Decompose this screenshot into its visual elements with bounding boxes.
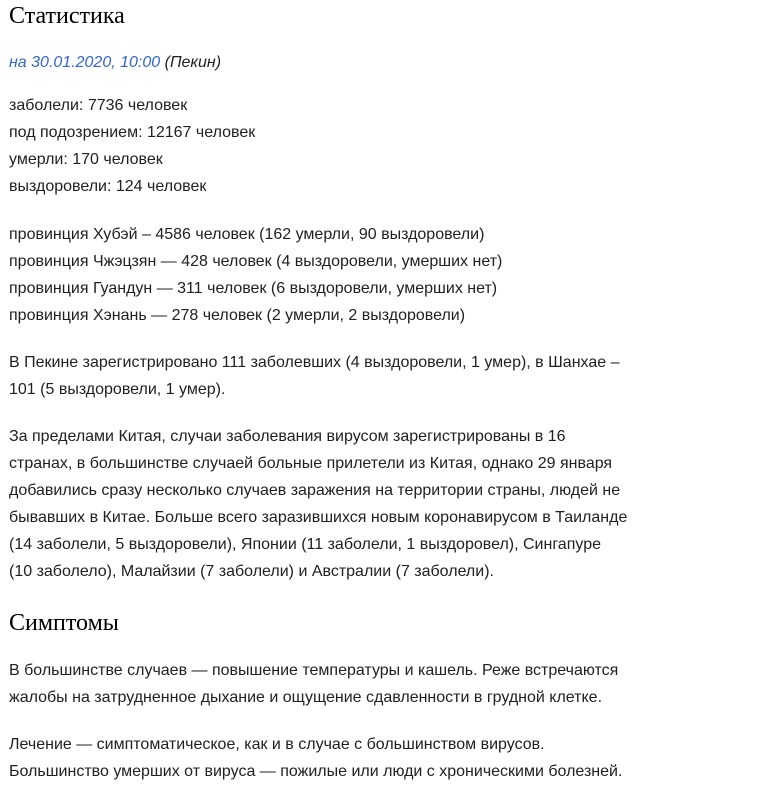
- stats-summary: [9, 92, 754, 200]
- stat-infected: заболели: 7736 человек: [9, 97, 188, 114]
- paragraph-line: жалобы на затрудненное дыхание и ощущение сдавленности в грудной клетке.: [9, 689, 603, 706]
- paragraph-line: бывавших в Китае. Больше всего заразившихся новым коронавирусом в Таиланде: [9, 509, 628, 526]
- article-content: [9, 0, 754, 785]
- paragraph-line: Большинство умерших от вируса — пожилые или люди с хроническими болезней.: [9, 763, 623, 780]
- stat-deaths: умерли: 170 человек: [9, 151, 163, 168]
- date-suffix: (Пекин): [164, 54, 222, 71]
- date-link[interactable]: на 30.01.2020, 10:00: [9, 54, 161, 71]
- paragraph-line: странах, в большинстве случаей больные прилетели из Китая, однако 29 января: [9, 455, 613, 472]
- province-hubei: провинция Хубэй – 4586 человек (162 умерли, 90 выздоровели): [9, 226, 485, 243]
- paragraph-line: В Пекине зарегистрировано 111 заболевших (4 выздоровели, 1 умер), в Шанхае –: [9, 354, 620, 371]
- outside-china-paragraph: [9, 423, 754, 585]
- paragraph-line: (10 заболело), Малайзии (7 заболели) и Австралии (7 заболели).: [9, 563, 494, 580]
- province-guangdong: провинция Гуандун — 311 человек (6 выздоровели, умерших нет): [9, 280, 498, 297]
- paragraph-line: добавились сразу несколько случаев заражения на территории страны, людей не: [9, 482, 621, 499]
- date-line: [9, 52, 754, 74]
- symptoms-heading: Симптомы: [9, 610, 119, 636]
- paragraph-line: 101 (5 выздоровели, 1 умер).: [9, 381, 226, 398]
- statistics-heading: Статистика: [9, 3, 125, 29]
- paragraph-line: За пределами Китая, случаи заболевания вирусом зарегистрированы в 16: [9, 428, 566, 445]
- stat-suspected: под подозрением: 12167 человек: [9, 124, 256, 141]
- paragraph-line: В большинстве случаев — повышение температуры и кашель. Реже встречаются: [9, 662, 619, 679]
- paragraph-line: Лечение — симптоматическое, как и в случае с большинством вирусов.: [9, 736, 545, 753]
- stat-recovered: выздоровели: 124 человек: [9, 178, 207, 195]
- provinces-list: [9, 221, 754, 329]
- symptoms-paragraph: [9, 657, 754, 711]
- beijing-shanghai-paragraph: [9, 349, 754, 403]
- paragraph-line: (14 заболели, 5 выздоровели), Японии (11 заболели, 1 выздоровел), Сингапуре: [9, 536, 601, 553]
- province-henan: провинция Хэнань — 278 человек (2 умерли, 2 выздоровели): [9, 307, 466, 324]
- treatment-paragraph: [9, 731, 754, 785]
- province-zhejiang: провинция Чжэцзян — 428 человек (4 выздоровели, умерших нет): [9, 253, 503, 270]
